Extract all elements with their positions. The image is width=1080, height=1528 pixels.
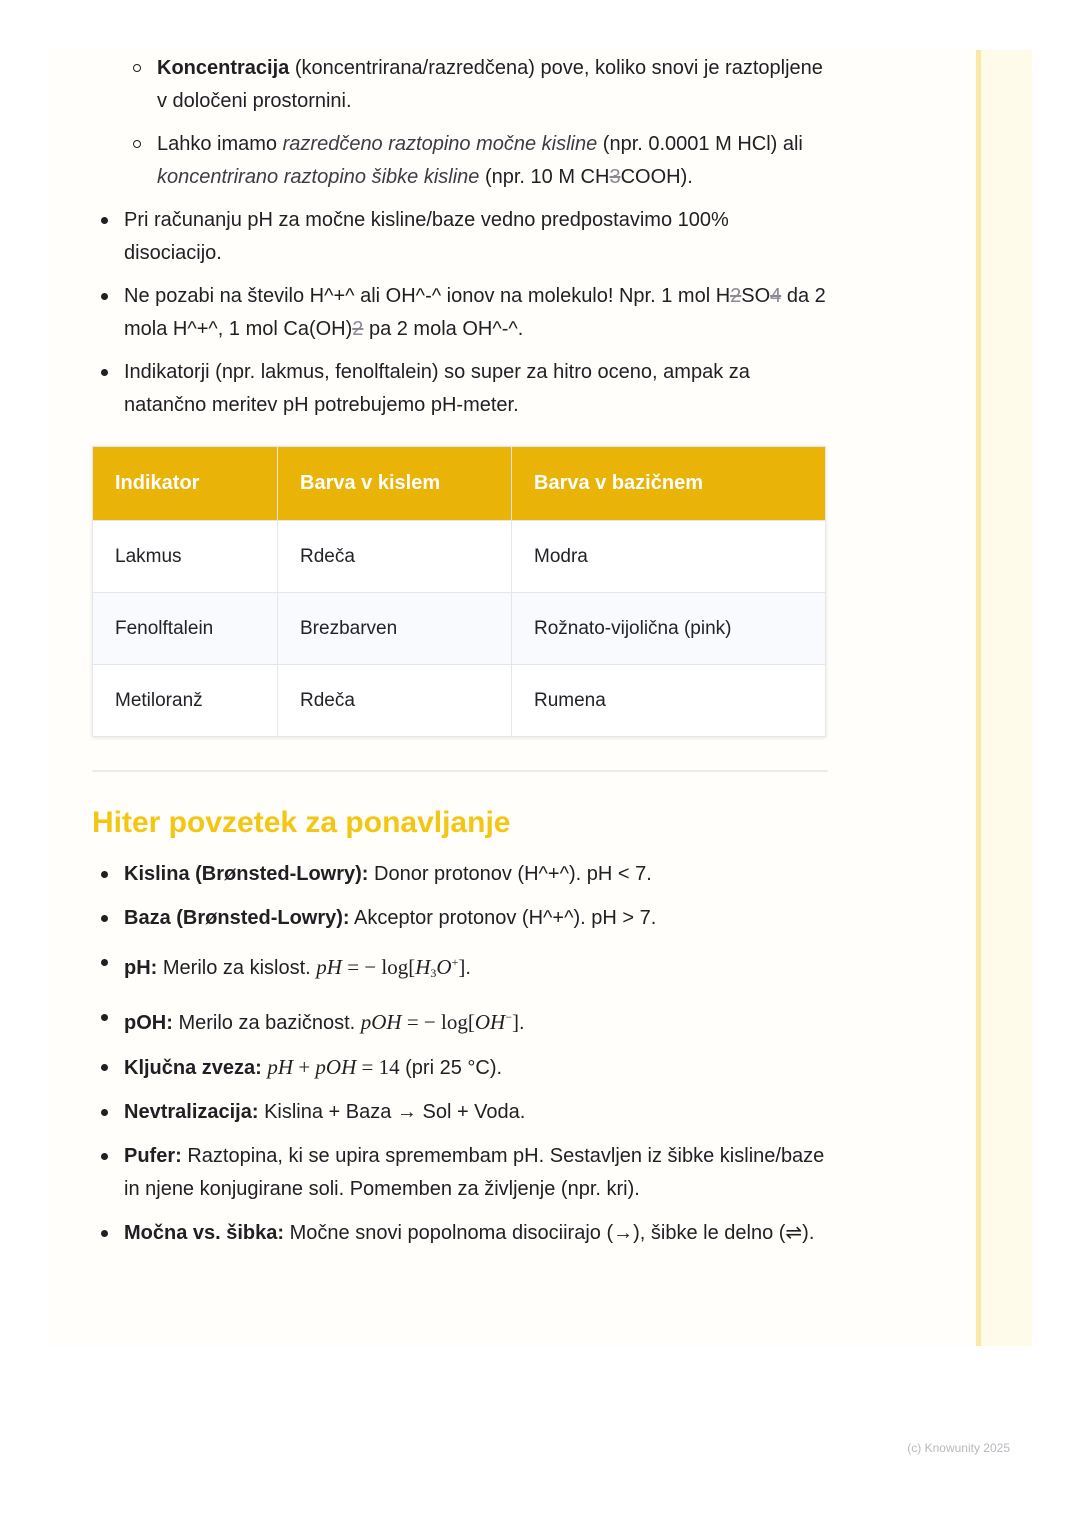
table-cell: Rumena	[512, 665, 826, 737]
table-header-cell: Indikator	[93, 447, 278, 521]
list-item: Kislina (Brønsted-Lowry): Donor protonov (H^+^). pH < 7.	[92, 858, 828, 891]
sub-list	[92, 52, 828, 194]
table-cell: Brezbarven	[278, 593, 512, 665]
section-title: Hiter povzetek za ponavljanje	[92, 806, 511, 839]
table-cell: Metiloranž	[93, 665, 278, 737]
term-koncentracija: Koncentracija	[157, 57, 290, 79]
table-header-cell: Barva v bazičnem	[512, 447, 826, 521]
ph-poh-relation: pH + pOH = 14	[267, 1055, 400, 1079]
list-item: Ne pozabi na število H^+^ ali OH^-^ ionov na molekulo! Npr. 1 mol H2SO4 da 2 mola H^+^, 1 mol Ca(OH)2 pa 2 mola OH^-^.	[92, 280, 828, 346]
table-cell: Rožnato-vijolična (pink)	[512, 593, 826, 665]
copyright-footer: (c) Knowunity 2025	[907, 1441, 1010, 1455]
table-cell: Modra	[512, 521, 826, 593]
table-cell: Rdeča	[278, 521, 512, 593]
list-item: pH: Merilo za kislost. pH = − $\log[H_3O^+]$.	[92, 946, 828, 990]
table-cell: Lakmus	[93, 521, 278, 593]
table-header-row	[93, 447, 826, 521]
list-item: pOH: Merilo za bazičnost. pOH = − log[OH−].	[92, 1001, 828, 1040]
side-strip	[976, 50, 1032, 1346]
ph-formula: pH = − $\log[H_3O^+]$	[316, 955, 466, 980]
list-item: Močna vs. šibka: Močne snovi popolnoma disociirajo (→), šibke le delno (⇌).	[92, 1217, 828, 1250]
section-divider	[92, 770, 828, 772]
list-item: Baza (Brønsted-Lowry): Akceptor protonov (H^+^). pH > 7.	[92, 902, 828, 935]
table-header-cell: Barva v kislem	[278, 447, 512, 521]
table-cell: Fenolftalein	[93, 593, 278, 665]
summary-list	[92, 858, 828, 1250]
list-item: Nevtralizacija: Kislina + Baza → Sol + Voda.	[92, 1096, 828, 1129]
list-item: Pri računanju pH za močne kisline/baze vedno predpostavimo 100% disociacijo.	[92, 204, 828, 270]
table-row	[93, 665, 826, 737]
list-item: Koncentracija (koncentrirana/razredčena) pove, koliko snovi je raztopljene v določeni prostornini.	[92, 52, 828, 118]
list-item: Pufer: Raztopina, ki se upira spremembam pH. Sestavljen iz šibke kisline/baze in njene konjugirane soli. Pomemben za življenje (npr. kri).	[92, 1140, 828, 1206]
table-cell: Rdeča	[278, 665, 512, 737]
table-row	[93, 521, 826, 593]
list-item: Indikatorji (npr. lakmus, fenolftalein) so super za hitro oceno, ampak za natančno meritev pH potrebujemo pH-meter.	[92, 356, 828, 422]
list-item: Lahko imamo razredčeno raztopino močne kisline (npr. 0.0001 M HCl) ali koncentrirano raztopino šibke kisline (npr. 10 M CH3COOH).	[92, 128, 828, 194]
content	[92, 52, 828, 1261]
list-item: Ključna zveza: pH + pOH = 14 (pri 25 °C).	[92, 1051, 828, 1085]
notes-list	[92, 204, 828, 422]
table-row	[93, 593, 826, 665]
poh-formula: pOH = − log[OH−]	[360, 1010, 519, 1034]
indicator-table	[92, 446, 826, 737]
